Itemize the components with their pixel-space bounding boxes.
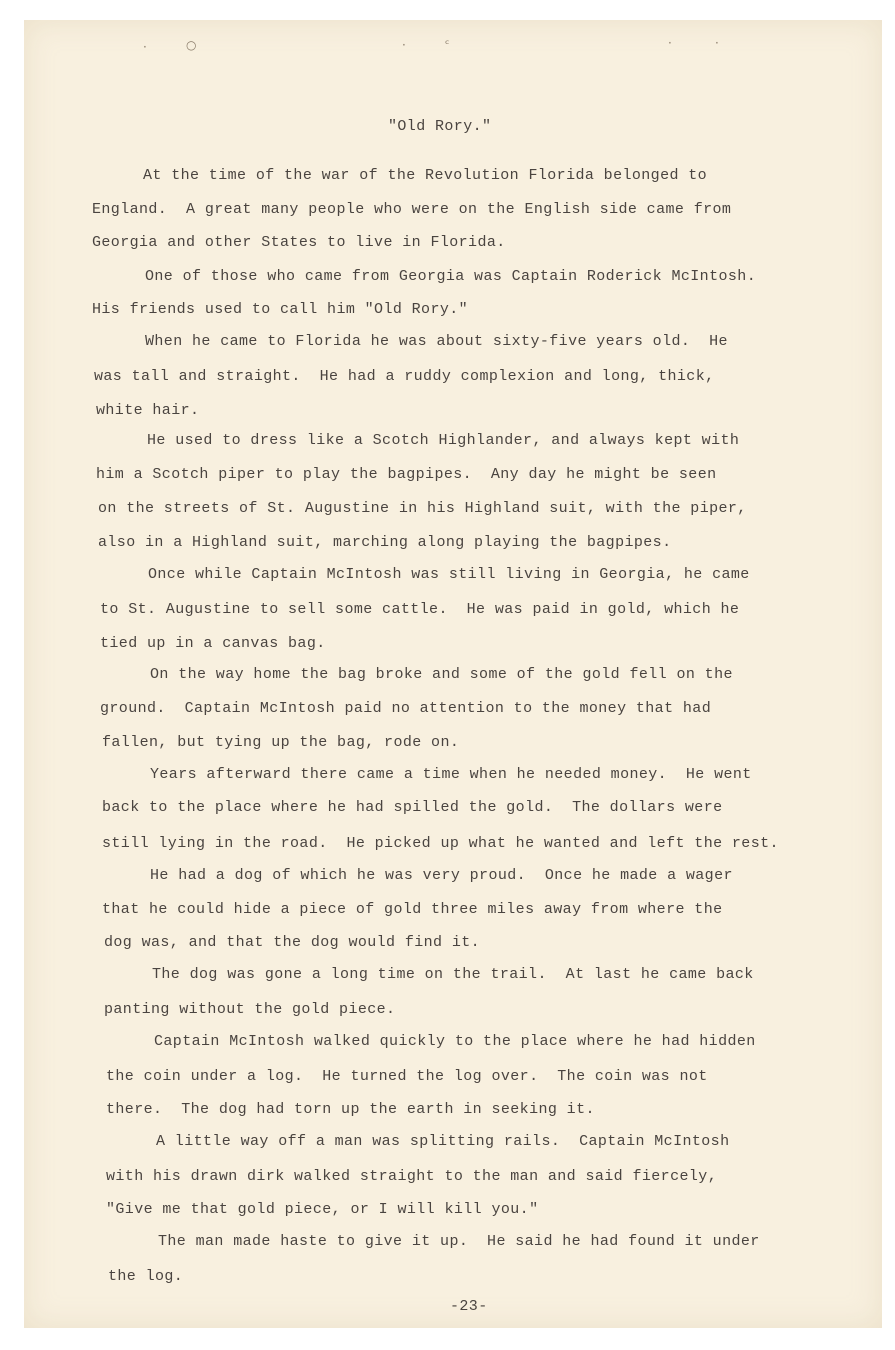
text-line: back to the place where he had spilled the gold. The dollars were [102,799,723,816]
text-line: tied up in a canvas bag. [100,635,326,652]
text-line: A little way off a man was splitting rails. Captain McIntosh [156,1133,730,1150]
text-line: on the streets of St. Augustine in his Highland suit, with the piper, [98,500,747,517]
text-line: The dog was gone a long time on the trail. At last he came back [152,966,754,983]
punch-mark: ○ [186,38,197,52]
text-line: One of those who came from Georgia was Captain Roderick McIntosh. [145,268,757,285]
text-line: ground. Captain McIntosh paid no attention to the money that had [100,700,712,717]
text-line: the log. [108,1268,184,1285]
text-line: On the way home the bag broke and some of the gold fell on the [150,666,733,683]
text-line: Captain McIntosh walked quickly to the place where he had hidden [154,1033,756,1050]
text-line: His friends used to call him "Old Rory." [92,301,469,318]
text-line: white hair. [96,402,200,419]
text-line: Georgia and other States to live in Florida. [92,234,506,251]
text-line: was tall and straight. He had a ruddy complexion and long, thick, [94,368,715,385]
text-line: "Give me that gold piece, or I will kill you." [106,1201,539,1218]
text-line: panting without the gold piece. [104,1001,396,1018]
text-line: At the time of the war of the Revolution Florida belonged to [143,167,708,184]
text-line: He had a dog of which he was very proud. Once he made a wager [150,867,733,884]
text-line: dog was, and that the dog would find it. [104,934,481,951]
text-line: with his drawn dirk walked straight to the man and said fiercely, [106,1168,718,1185]
text-line: there. The dog had torn up the earth in seeking it. [106,1101,595,1118]
punch-mark: · [668,36,672,50]
page-number: -23- [450,1298,488,1315]
text-line: The man made haste to give it up. He said he had found it under [158,1233,760,1250]
text-line: that he could hide a piece of gold three miles away from where the [102,901,723,918]
text-line: fallen, but tying up the bag, rode on. [102,734,460,751]
punch-mark: · [143,40,147,54]
text-line: to St. Augustine to sell some cattle. He was paid in gold, which he [100,601,740,618]
punch-mark: ᶜ [445,37,450,51]
text-line: England. A great many people who were on the English side came from [92,201,732,218]
text-line: Once while Captain McIntosh was still living in Georgia, he came [148,566,750,583]
text-line: him a Scotch piper to play the bagpipes. Any day he might be seen [96,466,717,483]
text-line: He used to dress like a Scotch Highlander, and always kept with [147,432,740,449]
text-line: the coin under a log. He turned the log over. The coin was not [106,1068,708,1085]
punch-mark: · [402,38,406,52]
punch-mark: · [715,36,719,50]
page-title: "Old Rory." [388,118,492,135]
text-line: Years afterward there came a time when he needed money. He went [150,766,752,783]
text-line: still lying in the road. He picked up what he wanted and left the rest. [102,835,779,852]
text-line: also in a Highland suit, marching along playing the bagpipes. [98,534,672,551]
text-line: When he came to Florida he was about sixty-five years old. He [145,333,728,350]
